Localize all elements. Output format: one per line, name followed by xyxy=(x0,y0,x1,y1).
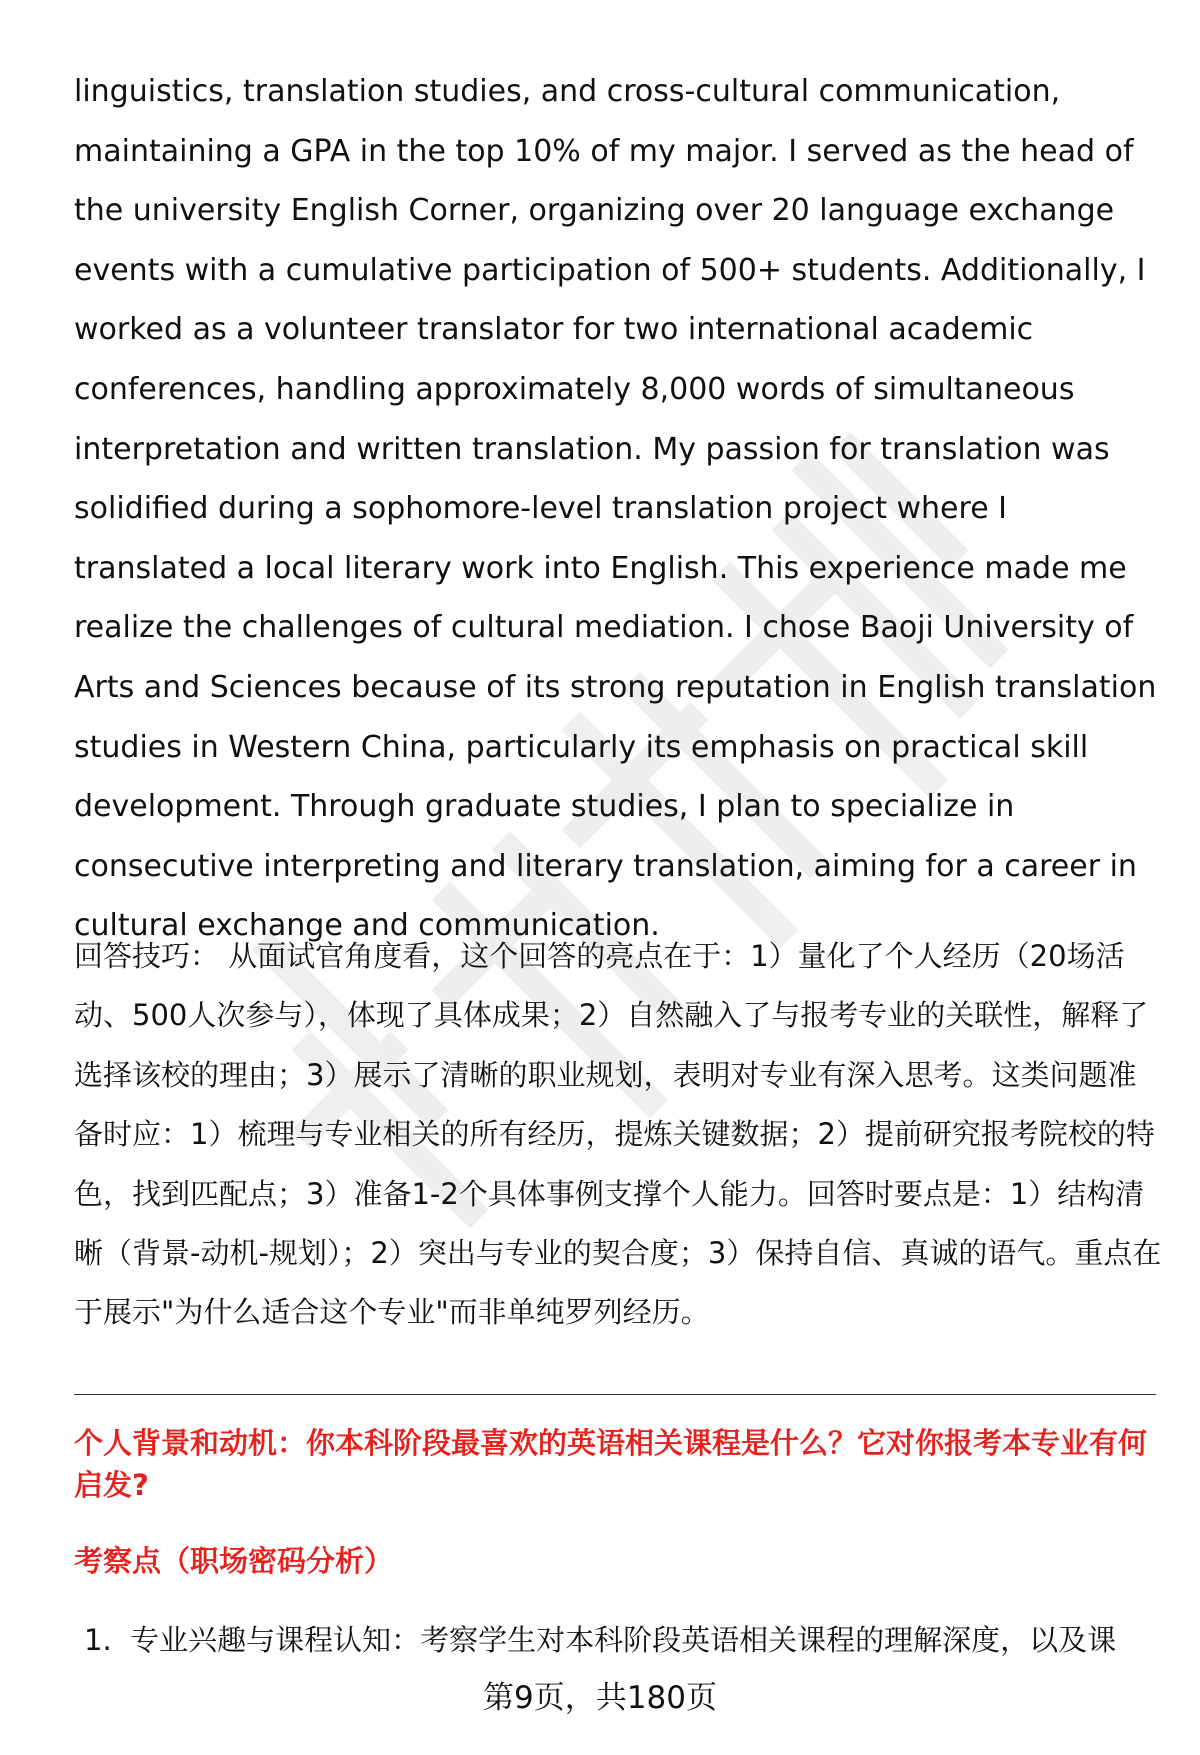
answer-paragraph: linguistics, translation studies, and cross-cultural communication, maintaining a GPA in the top 10% of my major. I served as the head of the university English Corner, organizing over 20 language exchange events with a cumulative participation of 500+ students. Additionally, I worked as a volunteer translator for two international academic conferences, handling approximately 8,000 words of simultaneous interpretation and written translation. My passion for translation was solidified during a sophomore-level translation project where I translated a local literary work into English. This experience made me realize the challenges of cultural mediation. I chose Baoji University of Arts and Sciences because of its strong reputation in English translation studies in Western China, particularly its emphasis on practical skill development. Through graduate studies, I plan to specialize in consecutive interpreting and literary translation, aiming for a career in cultural exchange and communication. xyxy=(74,74,1157,944)
assessment-points-heading: 考察点（职场密码分析） xyxy=(74,1544,394,1578)
list-item-number: 1. xyxy=(84,1623,112,1657)
section-divider xyxy=(74,1394,1156,1395)
question-heading: 个人背景和动机：你本科阶段最喜欢的英语相关课程是什么？它对你报考本专业有何启发? xyxy=(74,1426,1148,1502)
answer-tips-paragraph: 回答技巧： 从面试官角度看，这个回答的亮点在于：1）量化了个人经历（20场活动、500人次参与），体现了具体成果；2）自然融入了与报考专业的关联性，解释了选择该校的理由；3）展示了清晰的职业规划，表明对专业有深入思考。这类问题准备时应：1）梳理与专业相关的所有经历，提炼关键数据；2）提前研究报考院校的特色，找到匹配点；3）准备1-2个具体事例支撑个人能力。回答时要点是：1）结构清晰（背景-动机-规划）；2）突出与专业的契合度；3）保持自信、真诚的语气。重点在于展示"为什么适合这个专业"而非单纯罗列经历。 xyxy=(74,939,1162,1330)
list-item xyxy=(84,1619,1164,1661)
list-item-text: 专业兴趣与课程认知：考察学生对本科阶段英语相关课程的理解深度，以及课 xyxy=(130,1623,1117,1657)
page-number-footer: 第9页，共180页 xyxy=(483,1680,717,1716)
